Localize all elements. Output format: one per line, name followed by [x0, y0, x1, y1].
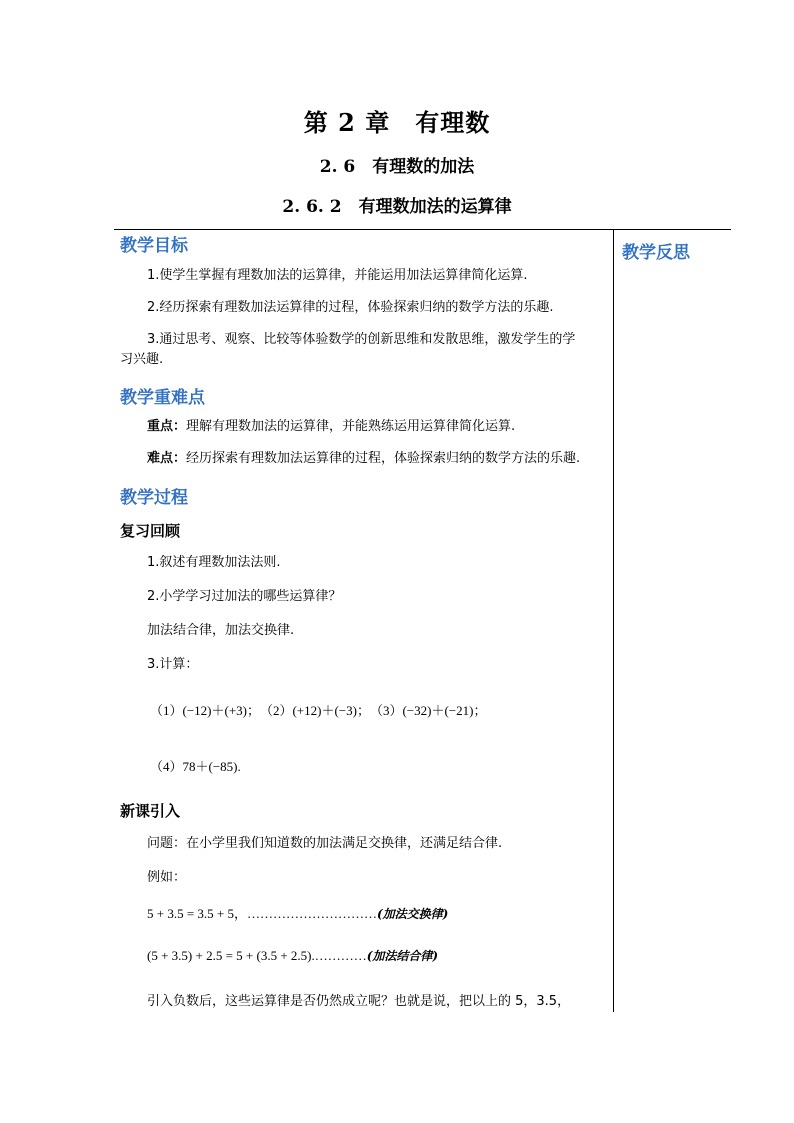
calculation-line-2: （4）78＋(−85). — [150, 759, 241, 774]
equation-2: (5 + 3.5) + 2.5 = 5 + (3.5 + 2.5).………… — [147, 948, 367, 963]
focus-line — [147, 417, 515, 437]
difficulty-text: 经历探索有理数加法运算律的过程，体验探索归纳的数学方法的乐趣. — [186, 451, 581, 466]
section-title: 2. 6 有理数的加法 — [319, 157, 475, 177]
review-answer-2: 加法结合律，加法交换律. — [147, 623, 295, 638]
difficulty-line — [147, 449, 580, 469]
intro-question: 问题：在小学里我们知道数的加法满足交换律，还满足结合律. — [147, 836, 503, 851]
equation-commutative — [147, 903, 448, 922]
commutative-note: (加法交换律) — [377, 907, 449, 921]
intro-continued-text: 引入负数后，这些运算律是否仍然成立呢？也就是说，把以上的 5，3.5， — [147, 994, 571, 1009]
intro-heading: 新课引入 — [120, 802, 181, 820]
equation-1: 5 + 3.5 = 3.5 + 5，………………………… — [147, 906, 377, 921]
objective-item: 1.使学生掌握有理数加法的运算律，并能运用加法运算律简化运算. — [147, 268, 528, 283]
focus-text: 理解有理数加法的运算律，并能熟练运用运算律简化运算. — [186, 419, 516, 434]
difficulty-label: 难点： — [147, 451, 187, 466]
objective-item: 3.通过思考、观察、比较等体验数学的创新思维和发散思维，激发学生的学 — [147, 332, 576, 347]
review-question-1: 1.叙述有理数加法法则. — [147, 555, 281, 570]
associative-note: (加法结合律) — [366, 949, 439, 963]
focus-label: 重点： — [147, 419, 187, 434]
objectives-heading: 教学目标 — [120, 236, 188, 256]
chapter-title: 第 2 章 有理数 — [303, 108, 491, 137]
process-heading: 教学过程 — [120, 488, 188, 508]
objective-item-continued: 习兴趣. — [120, 352, 164, 367]
example-label: 例如： — [147, 870, 187, 885]
objective-item: 2.经历探索有理数加法运算律的过程，体验探索归纳的数学方法的乐趣. — [147, 300, 554, 315]
column-divider — [613, 229, 614, 1012]
key-points-heading: 教学重难点 — [120, 388, 205, 408]
review-heading: 复习回顾 — [120, 522, 181, 540]
table-top-border — [114, 229, 731, 230]
review-question-3: 3.计算： — [147, 657, 199, 672]
review-question-2: 2.小学学习过加法的哪些运算律？ — [147, 589, 342, 604]
calculation-line-1: （1）(−12)＋(+3)； （2）(+12)＋(−3)； （3）(−32)＋(−21)； — [150, 703, 487, 718]
reflection-title: 教学反思 — [622, 243, 690, 263]
equation-associative — [147, 945, 438, 964]
subsection-title: 2. 6. 2 有理数加法的运算律 — [282, 197, 512, 217]
